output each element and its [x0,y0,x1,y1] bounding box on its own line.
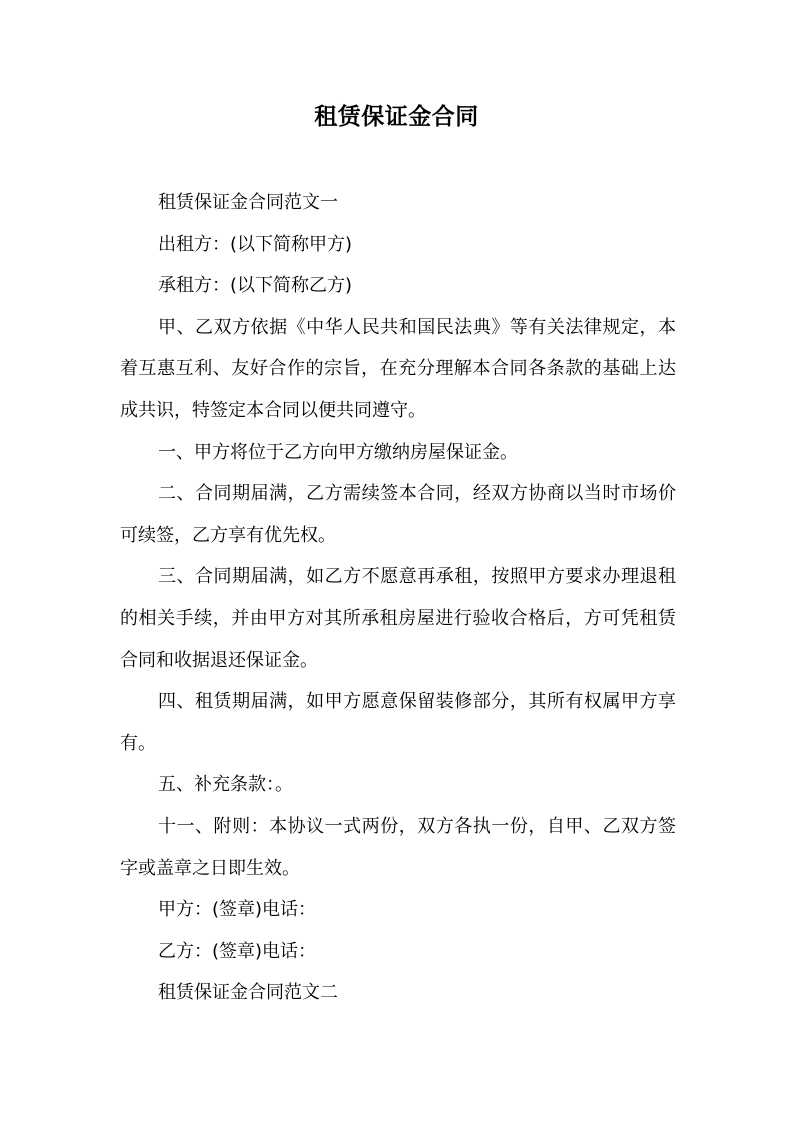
clause-eleven: 十一、附则：本协议一式两份，双方各执一份，自甲、乙双方签字或盖章之日即生效。 [120,815,676,879]
lessor-line: 出租方：(以下简称甲方) [158,233,353,255]
document-title: 租赁保证金合同 [314,104,479,130]
party-a-signature-line: 甲方：(签章)电话： [158,899,317,921]
lessee-line: 承租方：(以下简称乙方) [158,275,353,297]
document-body [120,182,676,1014]
clause-two: 二、合同期届满，乙方需续签本合同，经双方协商以当时市场价可续签，乙方享有优先权。 [120,483,676,546]
preamble-paragraph: 甲、乙双方依据《中华人民共和国民法典》等有关法律规定，本着互惠互利、友好合作的宗旨，在充分理解本合同各条款的基础上达成共识，特签定本合同以便共同遵守。 [120,316,676,421]
party-b-signature-line: 乙方：(签章)电话： [158,940,317,962]
clause-five: 五、补充条款：。 [158,774,293,796]
section-heading-sample-one: 租赁保证金合同范文一 [158,192,338,213]
section-heading-sample-two: 租赁保证金合同范文二 [158,982,338,1004]
clause-three: 三、合同期届满，如乙方不愿意再承租，按照甲方要求办理退租的相关手续，并由甲方对其所承租房屋进行验收合格后，方可凭租赁合同和收据退还保证金。 [120,566,676,671]
clause-four: 四、租赁期届满，如甲方愿意保留装修部分，其所有权属甲方享有。 [120,691,676,754]
clause-one: 一、甲方将位于乙方向甲方缴纳房屋保证金。 [158,441,518,463]
